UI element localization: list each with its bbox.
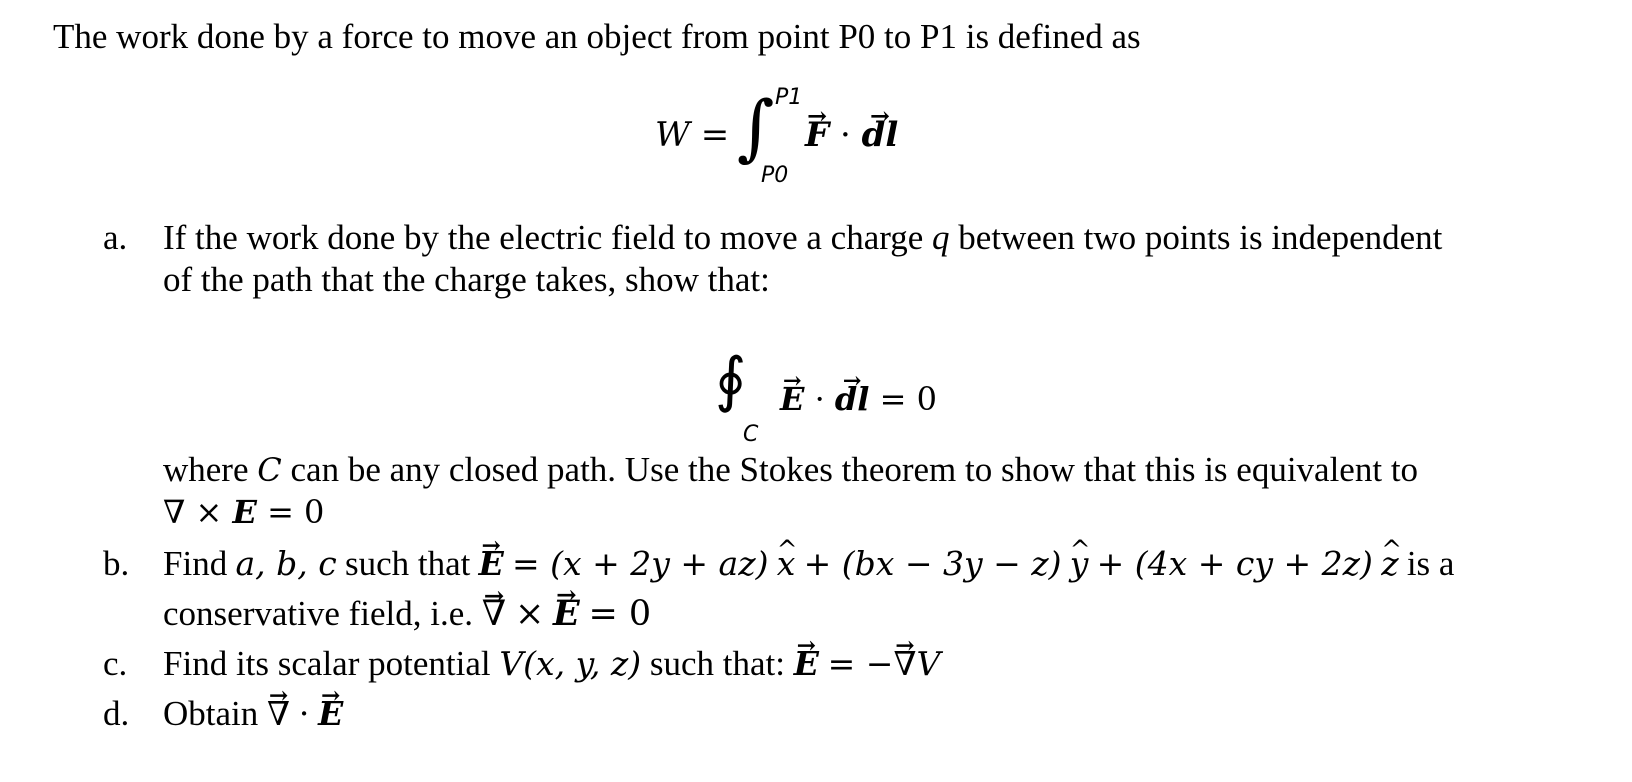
lower-limit: P0 [761,163,789,188]
closed-dl-vector: dl → [835,380,870,418]
x-hat: x ^ [777,547,796,580]
work-integrand [805,115,898,155]
item-d-line [163,696,343,731]
cross-operator: × [514,594,545,634]
item-b-prefix: Find [163,544,228,583]
item-c-line [163,646,940,681]
item-c-marker: c. [103,644,128,683]
item-b-tail: is a [1406,544,1455,583]
y-hat: y ^ [1070,547,1089,580]
item-b-x-component: = (x + 2y + az) [512,544,769,583]
item-d-nabla: ∇ → [267,697,290,730]
item-c-prefix: Find its scalar potential [163,644,491,683]
curl-operator: ∇ × [163,493,233,531]
integral-sign: ∫ [737,85,775,169]
item-c-middle: such that: [649,644,785,683]
e-vector: E → [780,380,804,418]
item-a-text-tail: between two points is independent [958,218,1443,257]
item-b-y-component: + (bx − 3y − z) [803,544,1062,583]
work-equation [655,85,915,195]
item-a-marker: a. [103,218,128,257]
item-d-marker: d. [103,694,130,733]
item-d-prefix: Obtain [163,694,259,733]
force-vector: F → [805,115,829,155]
where-text-b: can be any closed path. Use the Stokes theorem to show that this is equivalent to [290,450,1419,489]
nabla-vector: ∇ → [482,597,506,632]
intro-text: The work done by a force to move an object from point P0 to P1 is defined as [53,17,1141,56]
item-c-nabla: ∇ → [893,647,916,680]
item-b-vars: a, b, c [235,544,337,583]
item-b-line2-eq: = 0 [588,594,652,634]
work-lhs: W = [655,115,730,155]
item-b-line2-text: conservative field, i.e. [163,594,474,633]
dot-operator: · [839,115,851,155]
curl-e: E [232,493,257,531]
item-b-line2-e-vector: E → [553,596,580,631]
closed-path-variable: C [257,451,282,489]
item-b-e-vector: E → [479,547,504,580]
item-b-line2 [163,593,652,634]
closed-dot-operator: · [814,380,825,418]
item-c-eq: = − [827,644,894,683]
closed-integral-sign: ∮ [715,345,747,415]
closed-rhs: = 0 [879,380,937,418]
dl-vector: dl → [862,115,899,155]
item-c-e-vector: E → [794,647,819,680]
where-line2 [163,493,325,531]
item-a-text: If the work done by the electric field to move a charge [163,218,924,257]
item-a-line1 [163,220,1442,255]
closed-lower-limit: C [743,422,759,447]
item-b-line1 [163,546,1454,582]
scalar-potential: V(x, y, z) [499,644,642,683]
charge-variable: q [932,218,950,257]
item-b-marker: b. [103,544,130,583]
item-a-line2: of the path that the charge takes, show that: [163,260,770,299]
closed-integrand [780,380,937,418]
item-b-z-component: + (4x + cy + 2z) [1096,544,1373,583]
item-d-dot: · [298,694,310,733]
z-hat: z ^ [1381,547,1398,580]
item-d-e-vector: E → [318,697,343,730]
curl-eq: = 0 [256,493,325,531]
closed-path-equation [715,345,955,450]
where-line1 [163,452,1418,487]
item-b-middle: such that [344,544,471,583]
upper-limit: P1 [775,85,803,110]
item-c-v: V [916,644,941,683]
where-text-a: where [163,450,249,489]
